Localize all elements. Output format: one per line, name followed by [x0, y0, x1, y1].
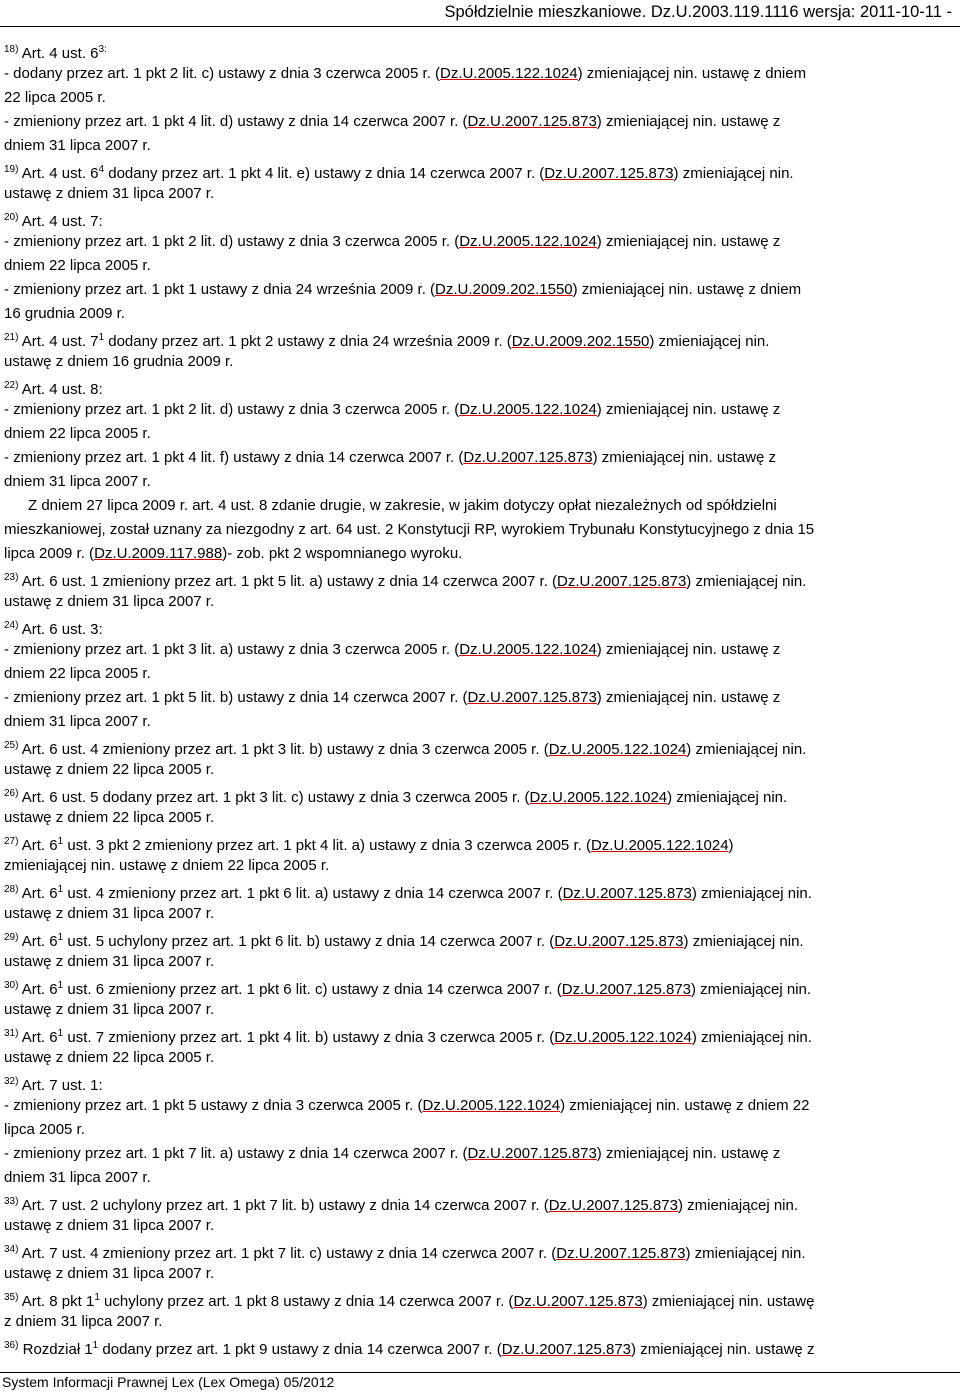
text-run: Art. 6	[18, 981, 58, 998]
text-run: ust. 3 pkt 2 zmieniony przez art. 1 pkt 4 lit. a) ustawy z dnia 3 czerwca 2005 r. (	[63, 837, 591, 854]
journal-reference-link[interactable]: Dz.U.2007.125.873	[467, 689, 597, 706]
text-line	[4, 806, 956, 830]
superscript: 1	[94, 1292, 100, 1303]
text-run: )	[728, 837, 734, 854]
text-run: Art. 4 ust. 7:	[18, 213, 103, 230]
footnotes-body	[4, 38, 956, 1358]
text-line	[4, 110, 956, 134]
text-run: ustawę z dniem 22 lipca 2005 r.	[4, 809, 215, 826]
text-line	[4, 230, 956, 254]
journal-reference-link[interactable]: Dz.U.2007.125.873	[544, 165, 674, 182]
text-run: ) zmieniającej nin.	[691, 981, 812, 998]
text-line	[4, 590, 956, 614]
text-run: - zmieniony przez art. 1 pkt 5 lit. b) ustawy z dnia 14 czerwca 2007 r. (	[4, 689, 468, 706]
text-run: ustawę z dniem 31 lipca 2007 r.	[4, 905, 215, 922]
text-run: - zmieniony przez art. 1 pkt 4 lit. f) ustawy z dnia 14 czerwca 2007 r. (	[4, 449, 464, 466]
superscript: 1	[98, 332, 105, 343]
footnote-number: 26)	[4, 788, 19, 799]
superscript: 1	[57, 884, 64, 895]
text-line	[4, 830, 956, 854]
text-run: ) zmieniającej nin. ustawę z dniem	[577, 65, 807, 82]
text-line	[4, 1094, 956, 1118]
superscript: 1	[57, 836, 64, 847]
text-run: ust. 5 uchylony przez art. 1 pkt 6 lit. b) ustawy z dnia 14 czerwca 2007 r. (	[63, 933, 555, 950]
text-run: - zmieniony przez art. 1 pkt 4 lit. d) ustawy z dnia 14 czerwca 2007 r. (	[4, 113, 468, 130]
text-line	[4, 782, 956, 806]
journal-reference-link[interactable]: Dz.U.2007.125.873	[561, 981, 692, 998]
text-line	[4, 734, 956, 758]
text-run: Art. 6	[18, 1029, 58, 1046]
text-line	[4, 542, 956, 566]
text-run: ust. 7 zmieniony przez art. 1 pkt 4 lit. b) ustawy z dnia 3 czerwca 2005 r. (	[63, 1029, 555, 1046]
journal-reference-link[interactable]: Dz.U.2007.125.873	[467, 1145, 597, 1162]
superscript: 1	[57, 980, 64, 991]
text-run: ) zmieniającej nin.	[667, 789, 788, 806]
text-run: Art. 7 ust. 1:	[18, 1077, 103, 1094]
footnote-number: 30)	[4, 980, 19, 991]
text-run: ustawę z dniem 31 lipca 2007 r.	[4, 1217, 215, 1234]
text-line	[4, 1142, 956, 1166]
text-run: ust. 6 zmieniony przez art. 1 pkt 6 lit. c) ustawy z dnia 14 czerwca 2007 r. (	[63, 981, 562, 998]
journal-reference-link[interactable]: Dz.U.2007.125.873	[562, 885, 692, 902]
superscript: 4	[98, 164, 105, 175]
text-run: ) zmieniającej nin.	[673, 165, 794, 182]
text-line	[4, 1214, 956, 1238]
text-run: - zmieniony przez art. 1 pkt 1 ustawy z dnia 24 września 2009 r. (	[4, 281, 436, 298]
text-run: Art. 7 ust. 2 uchylony przez art. 1 pkt 7 lit. b) ustawy z dnia 14 czerwca 2007 r. (	[18, 1197, 549, 1214]
text-run: ) zmieniającej nin. ustawę z	[596, 233, 781, 250]
text-run: - zmieniony przez art. 1 pkt 2 lit. d) ustawy z dnia 3 czerwca 2005 r. (	[4, 233, 460, 250]
footnote-number: 18)	[4, 44, 19, 55]
text-line	[4, 758, 956, 782]
text-run: lipca 2005 r.	[4, 1121, 85, 1138]
journal-reference-link[interactable]: Dz.U.2009.117.988	[94, 545, 223, 562]
text-line	[4, 1262, 956, 1286]
text-run: ) zmieniającej nin. ustawę z	[631, 1341, 815, 1358]
superscript: 3:	[98, 44, 107, 55]
journal-reference-link[interactable]: Dz.U.2007.125.873	[463, 449, 593, 466]
text-run: 22 lipca 2005 r.	[4, 89, 106, 106]
text-run: Art. 8 pkt 1	[18, 1293, 95, 1310]
text-run: Art. 6 ust. 5 dodany przez art. 1 pkt 3 lit. c) ustawy z dnia 3 czerwca 2005 r. (	[18, 789, 530, 806]
text-run: ) zmieniającej nin. ustawę z	[596, 1145, 781, 1162]
text-line	[4, 950, 956, 974]
text-run: ) zmieniającej nin. ustawę	[642, 1293, 815, 1310]
text-run: ) zmieniającej nin.	[686, 573, 807, 590]
text-run: Art. 6 ust. 1 zmieniony przez art. 1 pkt 5 lit. a) ustawy z dnia 14 czerwca 2007 r. (	[18, 573, 558, 590]
journal-reference-link[interactable]: Dz.U.2005.122.1024	[590, 837, 729, 854]
journal-reference-link[interactable]: Dz.U.2007.125.873	[467, 113, 597, 130]
text-run: Art. 4 ust. 6	[18, 45, 99, 62]
footnote-number: 32)	[4, 1076, 19, 1087]
text-run: - dodany przez art. 1 pkt 2 lit. c) ustawy z dnia 3 czerwca 2005 r. (	[4, 65, 441, 82]
text-line	[4, 902, 956, 926]
text-run: ustawę z dniem 31 lipca 2007 r.	[4, 953, 215, 970]
journal-reference-link[interactable]: Dz.U.2009.202.1550	[435, 281, 573, 298]
text-run: zmieniającej nin. ustawę z dniem 22 lipca 2005 r.	[4, 857, 330, 874]
text-run: Art. 7 ust. 4 zmieniony przez art. 1 pkt 7 lit. c) ustawy z dnia 14 czerwca 2007 r. (	[18, 1245, 557, 1262]
text-line	[4, 518, 956, 542]
text-run: ustawę z dniem 31 lipca 2007 r.	[4, 593, 215, 610]
journal-reference-link[interactable]: Dz.U.2005.122.1024	[422, 1097, 561, 1114]
text-run: - zmieniony przez art. 1 pkt 5 ustawy z dnia 3 czerwca 2005 r. (	[4, 1097, 423, 1114]
text-run: dodany przez art. 1 pkt 4 lit. e) ustawy z dnia 14 czerwca 2007 r. (	[104, 165, 545, 182]
page-header	[0, 0, 960, 30]
text-run: Art. 6 ust. 4 zmieniony przez art. 1 pkt 3 lit. b) ustawy z dnia 3 czerwca 2005 r. (	[18, 741, 549, 758]
text-run: Art. 6	[18, 837, 58, 854]
footnote-number: 25)	[4, 740, 19, 751]
text-line	[4, 326, 956, 350]
journal-reference-link[interactable]: Dz.U.2005.122.1024	[548, 741, 687, 758]
footer-text: System Informacji Prawnej Lex (Lex Omega) 05/2012	[2, 1374, 335, 1390]
text-run: ) zmieniającej nin.	[649, 333, 770, 350]
text-run: ustawę z dniem 16 grudnia 2009 r.	[4, 353, 234, 370]
text-line	[4, 278, 956, 302]
text-line	[4, 1118, 956, 1142]
text-line	[4, 374, 956, 398]
footnote-number: 19)	[4, 164, 19, 175]
text-run: ) zmieniającej nin. ustawę z dniem 22	[560, 1097, 810, 1114]
text-line	[4, 254, 956, 278]
text-run: lipca 2009 r. (	[4, 545, 95, 562]
text-run: mieszkaniowej, został uznany za niezgodny z art. 64 ust. 2 Konstytucji RP, wyrokiem Trybunału Konstytucyjnego z dnia 15	[4, 521, 815, 538]
text-run: ) zmieniającej nin.	[685, 1245, 806, 1262]
text-run: dniem 31 lipca 2007 r.	[4, 473, 151, 490]
text-run: Art. 4 ust. 7	[18, 333, 99, 350]
journal-reference-link[interactable]: Dz.U.2007.125.873	[513, 1293, 643, 1310]
text-run: - zmieniony przez art. 1 pkt 7 lit. a) ustawy z dnia 14 czerwca 2007 r. (	[4, 1145, 468, 1162]
text-run: dniem 22 lipca 2005 r.	[4, 425, 151, 442]
footnote-number: 29)	[4, 932, 19, 943]
text-run: ) zmieniającej nin. ustawę z	[592, 449, 777, 466]
text-line	[4, 998, 956, 1022]
text-run: ustawę z dniem 22 lipca 2005 r.	[4, 761, 215, 778]
text-run: dniem 31 lipca 2007 r.	[4, 1169, 151, 1186]
text-line	[4, 134, 956, 158]
footnote-number: 23)	[4, 572, 19, 583]
text-run: 16 grudnia 2009 r.	[4, 305, 125, 322]
journal-reference-link[interactable]: Dz.U.2009.202.1550	[511, 333, 650, 350]
footnote-number: 31)	[4, 1028, 19, 1039]
journal-reference-link[interactable]: Dz.U.2005.122.1024	[459, 401, 597, 418]
page-footer	[0, 1364, 960, 1392]
journal-reference-link[interactable]: Dz.U.2007.125.873	[557, 573, 687, 590]
text-run: ) zmieniającej nin.	[691, 885, 812, 902]
text-run: ust. 4 zmieniony przez art. 1 pkt 6 lit. a) ustawy z dnia 14 czerwca 2007 r. (	[63, 885, 563, 902]
document-title: Spółdzielnie mieszkaniowe. Dz.U.2003.119.1116 wersja: 2011-10-11 -	[444, 3, 952, 21]
text-line	[4, 710, 956, 734]
text-run: z dniem 31 lipca 2007 r.	[4, 1313, 163, 1330]
text-run: ) zmieniającej nin. ustawę z	[596, 689, 781, 706]
footnote-number: 21)	[4, 332, 19, 343]
text-run: ustawę z dniem 31 lipca 2007 r.	[4, 1265, 215, 1282]
text-line	[4, 1166, 956, 1190]
text-line	[4, 182, 956, 206]
text-line	[4, 926, 956, 950]
text-run: uchylony przez art. 1 pkt 8 ustawy z dnia 14 czerwca 2007 r. (	[99, 1293, 514, 1310]
footnote-number: 24)	[4, 620, 19, 631]
text-run: dniem 31 lipca 2007 r.	[4, 713, 151, 730]
text-line	[4, 1190, 956, 1214]
text-run: Art. 4 ust. 6	[18, 165, 99, 182]
footnote-number: 35)	[4, 1292, 19, 1303]
text-line	[4, 350, 956, 374]
text-line	[4, 86, 956, 110]
text-run: Art. 6 ust. 3:	[18, 621, 103, 638]
text-run: ) zmieniającej nin.	[686, 741, 807, 758]
indented-text: Z dniem 27 lipca 2009 r. art. 4 ust. 8 zdanie drugie, w zakresie, w jakim dotyczy opłat niezależnych od spółdzielni	[28, 497, 777, 514]
text-run: dodany przez art. 1 pkt 9 ustawy z dnia 14 czerwca 2007 r. (	[98, 1341, 502, 1358]
footnote-number: 34)	[4, 1244, 19, 1255]
text-line	[4, 878, 956, 902]
journal-reference-link[interactable]: Dz.U.2007.125.873	[556, 1245, 686, 1262]
text-run: ustawę z dniem 31 lipca 2007 r.	[4, 185, 215, 202]
text-line	[4, 398, 956, 422]
journal-reference-link[interactable]: Dz.U.2005.122.1024	[529, 789, 668, 806]
text-line	[4, 974, 956, 998]
text-line	[4, 662, 956, 686]
text-line	[4, 422, 956, 446]
text-run: Art. 6	[18, 885, 58, 902]
text-line	[4, 1334, 956, 1358]
text-line	[4, 494, 956, 518]
text-line	[4, 1238, 956, 1262]
text-run: Rozdział 1	[18, 1341, 93, 1358]
footnote-number: 20)	[4, 212, 19, 223]
superscript: 1	[57, 932, 64, 943]
text-line	[4, 566, 956, 590]
superscript: 1	[57, 1028, 64, 1039]
journal-reference-link[interactable]: Dz.U.2007.125.873	[501, 1341, 632, 1358]
text-line	[4, 446, 956, 470]
text-run: dodany przez art. 1 pkt 2 ustawy z dnia 24 września 2009 r. (	[104, 333, 512, 350]
text-run: ustawę z dniem 31 lipca 2007 r.	[4, 1001, 215, 1018]
text-line	[4, 206, 956, 230]
footer-rule	[0, 1372, 960, 1373]
footnote-number: 28)	[4, 884, 19, 895]
text-line	[4, 38, 956, 62]
journal-reference-link[interactable]: Dz.U.2005.122.1024	[459, 233, 597, 250]
footnote-number: 27)	[4, 836, 19, 847]
superscript: 1	[92, 1340, 99, 1351]
footnote-number: 36)	[4, 1340, 19, 1351]
text-run: ) zmieniającej nin.	[677, 1197, 799, 1214]
text-run: ) zmieniającej nin. ustawę z	[596, 641, 781, 658]
text-run: - zmieniony przez art. 1 pkt 2 lit. d) ustawy z dnia 3 czerwca 2005 r. (	[4, 401, 460, 418]
text-run: ) zmieniającej nin. ustawę z dniem	[572, 281, 802, 298]
text-line	[4, 158, 956, 182]
text-run: ) zmieniającej nin. ustawę z	[596, 401, 781, 418]
text-line	[4, 302, 956, 326]
text-run: ustawę z dniem 22 lipca 2005 r.	[4, 1049, 215, 1066]
text-run: dniem 22 lipca 2005 r.	[4, 665, 151, 682]
footnote-number: 33)	[4, 1196, 19, 1207]
text-run: - zmieniony przez art. 1 pkt 3 lit. a) ustawy z dnia 3 czerwca 2005 r. (	[4, 641, 460, 658]
journal-reference-link[interactable]: Dz.U.2005.122.1024	[440, 65, 578, 82]
text-line	[4, 1286, 956, 1310]
text-run: Art. 4 ust. 8:	[18, 381, 103, 398]
header-rule	[0, 26, 960, 27]
text-line	[4, 686, 956, 710]
journal-reference-link[interactable]: Dz.U.2007.125.873	[548, 1197, 678, 1214]
text-run: ) zmieniającej nin. ustawę z	[596, 113, 781, 130]
text-run: dniem 31 lipca 2007 r.	[4, 137, 151, 154]
text-line	[4, 1046, 956, 1070]
journal-reference-link[interactable]: Dz.U.2007.125.873	[554, 933, 684, 950]
text-line	[4, 1310, 956, 1334]
text-line	[4, 638, 956, 662]
text-run: ) zmieniającej nin.	[691, 1029, 812, 1046]
text-run: dniem 22 lipca 2005 r.	[4, 257, 151, 274]
text-line	[4, 62, 956, 86]
text-line	[4, 470, 956, 494]
text-run: Art. 6	[18, 933, 58, 950]
text-run: ) zmieniającej nin.	[683, 933, 804, 950]
footnote-number: 22)	[4, 380, 19, 391]
text-line	[4, 1022, 956, 1046]
text-line	[4, 614, 956, 638]
journal-reference-link[interactable]: Dz.U.2005.122.1024	[459, 641, 597, 658]
text-line	[4, 1070, 956, 1094]
text-run: )- zob. pkt 2 wspomnianego wyroku.	[222, 545, 463, 562]
journal-reference-link[interactable]: Dz.U.2005.122.1024	[554, 1029, 692, 1046]
text-line	[4, 854, 956, 878]
